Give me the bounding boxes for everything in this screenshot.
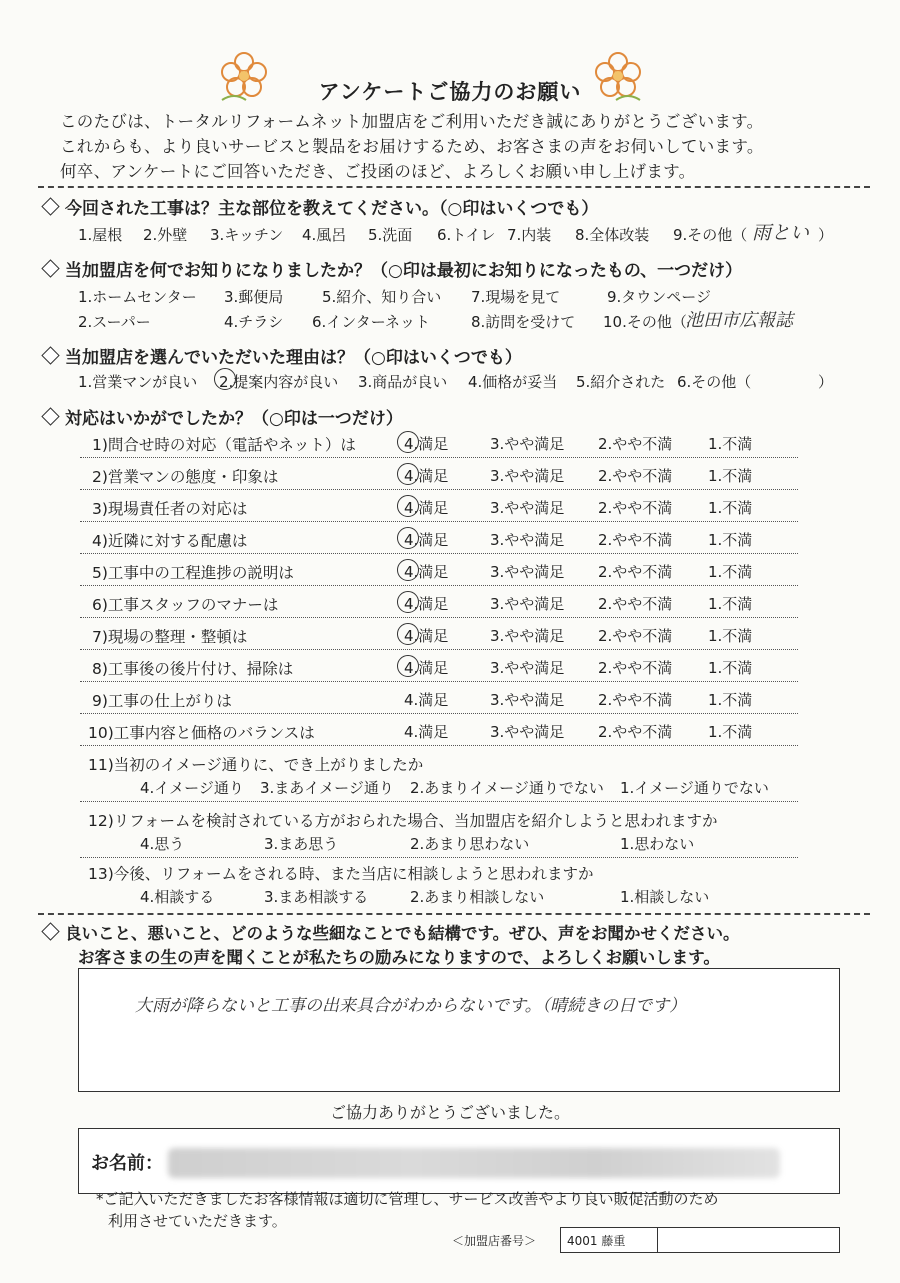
rating-option-4[interactable]: 4.満足: [404, 531, 449, 549]
q2-option[interactable]: 7.現場を見て: [471, 288, 561, 306]
rating-option-2[interactable]: 2.やや不満: [598, 467, 673, 485]
row-divider: [80, 521, 798, 522]
q13-option[interactable]: 1.相談しない: [620, 888, 710, 906]
rating-option-2[interactable]: 2.やや不満: [598, 723, 673, 741]
selection-circle: [397, 495, 419, 517]
row-divider: [80, 457, 798, 458]
comment-handwritten: 大雨が降らないと工事の出来具合がわからないです。（晴続きの日です）: [135, 996, 687, 1016]
row-divider: [80, 713, 798, 714]
q13-option[interactable]: 2.あまり相談しない: [410, 888, 545, 906]
rating-option-4[interactable]: 4.満足: [404, 659, 449, 677]
q2-option[interactable]: 5.紹介、知り合い: [322, 288, 442, 306]
rating-option-1[interactable]: 1.不満: [708, 595, 753, 613]
q2-option[interactable]: 9.タウンページ: [607, 288, 712, 306]
disclaimer-line: *ご記入いただきましたお客様情報は適切に管理し、サービス改善やより良い販促活動のため: [96, 1190, 719, 1208]
q3-option[interactable]: 4.価格が妥当: [468, 373, 558, 391]
q3-close: ）: [818, 373, 834, 391]
selection-circle: [397, 431, 419, 453]
q3-option[interactable]: 2.提案内容が良い: [219, 373, 339, 391]
q1-option[interactable]: 5.洗面: [368, 226, 413, 244]
diamond-bullet-icon: [41, 922, 59, 940]
row-divider: [80, 553, 798, 554]
q1-option[interactable]: 8.全体改装: [575, 226, 650, 244]
rating-option-4[interactable]: 4.満足: [404, 467, 449, 485]
question-1-title: 今回された工事は？主な部位を教えてください。（○印はいくつでも）: [44, 194, 598, 219]
redacted-name: [168, 1148, 780, 1178]
rating-option-1[interactable]: 1.不満: [708, 659, 753, 677]
row-divider: [80, 617, 798, 618]
rating-option-3[interactable]: 3.やや満足: [490, 531, 565, 549]
rating-option-2[interactable]: 2.やや不満: [598, 563, 673, 581]
rating-row-label: 5)工事中の工程進捗の説明は: [92, 564, 294, 582]
q1-option[interactable]: 3.キッチン: [210, 226, 284, 244]
selection-circle: [397, 623, 419, 645]
comments-prompt: 良いこと、悪いこと、どのような些細なことでも結構です。ぜひ、声をお聞かせください。: [44, 920, 740, 944]
store-number-label: ＜加盟店番号＞: [452, 1234, 537, 1248]
q13-label: 13)今後、リフォームをされる時、また当店に相談しようと思われますか: [88, 865, 594, 883]
q12-option[interactable]: 3.まあ思う: [264, 835, 339, 853]
rating-row-label: 7)現場の整理・整頓は: [92, 628, 248, 646]
rating-option-3[interactable]: 3.やや満足: [490, 595, 565, 613]
q3-option[interactable]: 3.商品が良い: [358, 373, 448, 391]
rating-option-4[interactable]: 4.満足: [404, 435, 449, 453]
intro-line: これからも、より良いサービスと製品をお届けするため、お客さまの声をお伺いしています。: [60, 137, 764, 156]
rating-option-3[interactable]: 3.やや満足: [490, 499, 565, 517]
q12-option[interactable]: 1.思わない: [620, 835, 695, 853]
rating-option-1[interactable]: 1.不満: [708, 627, 753, 645]
rating-option-1[interactable]: 1.不満: [708, 723, 753, 741]
q1-option[interactable]: 1.屋根: [78, 226, 123, 244]
question-3-title: 当加盟店を選んでいただいた理由は？（○印はいくつでも）: [44, 343, 522, 368]
rating-option-1[interactable]: 1.不満: [708, 435, 753, 453]
row-divider: [80, 745, 798, 746]
intro-line: このたびは、トータルリフォームネット加盟店をご利用いただき誠にありがとうございます。: [60, 112, 764, 131]
diamond-bullet-icon: [41, 259, 59, 277]
rating-option-3[interactable]: 3.やや満足: [490, 691, 565, 709]
rating-option-3[interactable]: 3.やや満足: [490, 627, 565, 645]
q11-label: 11)当初のイメージ通りに、でき上がりましたか: [88, 756, 424, 774]
q1-option[interactable]: 2.外壁: [143, 226, 188, 244]
store-number-value: 4001 藤重: [567, 1234, 626, 1248]
q2-option[interactable]: 1.ホームセンター: [78, 288, 197, 306]
rating-row-label: 8)工事後の後片付け、掃除は: [92, 660, 294, 678]
rating-row-label: 1)問合せ時の対応（電話やネット）は: [92, 436, 356, 454]
q13-option[interactable]: 4.相談する: [140, 888, 215, 906]
rating-option-2[interactable]: 2.やや不満: [598, 499, 673, 517]
selection-circle: [397, 463, 419, 485]
q3-option[interactable]: 5.紹介された: [576, 373, 666, 391]
rating-row-label: 4)近隣に対する配慮は: [92, 532, 248, 550]
intro-line: 何卒、アンケートにご回答いただき、ご投函のほど、よろしくお願い申し上げます。: [60, 162, 696, 181]
rating-option-2[interactable]: 2.やや不満: [598, 691, 673, 709]
rating-option-3[interactable]: 3.やや満足: [490, 659, 565, 677]
rating-option-4[interactable]: 4.満足: [404, 499, 449, 517]
q3-option[interactable]: 1.営業マンが良い: [78, 373, 198, 391]
q13-option[interactable]: 3.まあ相談する: [264, 888, 369, 906]
rating-row-label: 6)工事スタッフのマナーは: [92, 596, 279, 614]
rating-option-3[interactable]: 3.やや満足: [490, 467, 565, 485]
q1-close: ）: [818, 226, 834, 244]
rating-option-2[interactable]: 2.やや不満: [598, 659, 673, 677]
q3-option-other[interactable]: 6.その他（: [677, 373, 752, 391]
rating-row-label: 3)現場責任者の対応は: [92, 500, 248, 518]
q2-option[interactable]: 6.インターネット: [312, 313, 430, 331]
q12-option[interactable]: 4.思う: [140, 835, 185, 853]
row-divider: [80, 681, 798, 682]
q2-option[interactable]: 8.訪問を受けて: [471, 313, 576, 331]
rating-option-3[interactable]: 3.やや満足: [490, 723, 565, 741]
selection-circle: [397, 655, 419, 677]
row-divider: [80, 801, 798, 802]
q2-option[interactable]: 4.チラシ: [224, 313, 284, 331]
q11-option[interactable]: 2.あまりイメージ通りでない: [410, 779, 604, 797]
rating-option-1[interactable]: 1.不満: [708, 499, 753, 517]
rating-option-4[interactable]: 4.満足: [404, 627, 449, 645]
rating-option-2[interactable]: 2.やや不満: [598, 595, 673, 613]
q1-option[interactable]: 7.内装: [507, 226, 552, 244]
rating-option-1[interactable]: 1.不満: [708, 467, 753, 485]
q1-option[interactable]: 4.風呂: [302, 226, 347, 244]
divider: [38, 913, 870, 915]
rating-option-2[interactable]: 2.やや不満: [598, 435, 673, 453]
thanks-text: ご協力ありがとうございました。: [329, 1103, 570, 1122]
divider: [38, 186, 870, 188]
selection-circle: [397, 591, 419, 613]
rating-option-2[interactable]: 2.やや不満: [598, 531, 673, 549]
comment-textarea[interactable]: [78, 968, 840, 1092]
rating-option-1[interactable]: 1.不満: [708, 563, 753, 581]
row-divider: [80, 489, 798, 490]
page-title: アンケートご協力のお願い: [318, 80, 582, 104]
q11-option[interactable]: 4.イメージ通り: [140, 779, 244, 797]
rating-option-1[interactable]: 1.不満: [708, 691, 753, 709]
rating-row-label: 9)工事の仕上がりは: [92, 692, 232, 710]
comments-prompt-2: お客さまの生の声を聞くことが私たちの励みになりますので、よろしくお願いします。: [78, 948, 720, 967]
rating-row-label: 10)工事内容と価格のバランスは: [88, 724, 315, 742]
selection-circle: [397, 559, 419, 581]
q1-option-other[interactable]: 9.その他（: [673, 226, 748, 244]
selection-circle: [397, 527, 419, 549]
q12-label: 12)リフォームを検討されている方がおられた場合、当加盟店を紹介しようと思われますか: [88, 812, 718, 830]
diamond-bullet-icon: [41, 197, 59, 215]
q2-handwritten: 池田市広報誌: [685, 310, 793, 331]
rating-option-3[interactable]: 3.やや満足: [490, 435, 565, 453]
row-divider: [80, 649, 798, 650]
q2-option-other[interactable]: 10.その他（: [603, 313, 687, 331]
q11-option[interactable]: 3.まあイメージ通り: [260, 779, 394, 797]
rating-option-4[interactable]: 4.満足: [404, 595, 449, 613]
diamond-bullet-icon: [41, 346, 59, 364]
question-2-title: 当加盟店を何でお知りになりましたか？（○印は最初にお知りになったもの、一つだけ）: [44, 256, 742, 281]
q2-option[interactable]: 2.スーパー: [78, 313, 151, 331]
rating-option-4[interactable]: 4.満足: [404, 691, 449, 709]
q12-option[interactable]: 2.あまり思わない: [410, 835, 530, 853]
rating-option-2[interactable]: 2.やや不満: [598, 627, 673, 645]
row-divider: [80, 585, 798, 586]
rating-row-label: 2)営業マンの態度・印象は: [92, 468, 279, 486]
store-number-box: [560, 1227, 840, 1253]
name-label: お名前：: [91, 1153, 163, 1174]
rating-option-4[interactable]: 4.満足: [404, 563, 449, 581]
q2-option[interactable]: 3.郵便局: [224, 288, 284, 306]
q1-option[interactable]: 6.トイレ: [437, 226, 496, 244]
disclaimer-line: 利用させていただきます。: [108, 1212, 287, 1230]
selection-circle: [214, 368, 236, 390]
rating-option-3[interactable]: 3.やや満足: [490, 563, 565, 581]
row-divider: [80, 857, 798, 858]
store-box-separator: [657, 1228, 658, 1252]
q11-option[interactable]: 1.イメージ通りでない: [620, 779, 769, 797]
rating-option-4[interactable]: 4.満足: [404, 723, 449, 741]
q1-handwritten: 雨とい: [752, 222, 810, 244]
question-4-title: 対応はいかがでしたか？（○印は一つだけ）: [44, 404, 403, 429]
diamond-bullet-icon: [41, 407, 59, 425]
rating-option-1[interactable]: 1.不満: [708, 531, 753, 549]
